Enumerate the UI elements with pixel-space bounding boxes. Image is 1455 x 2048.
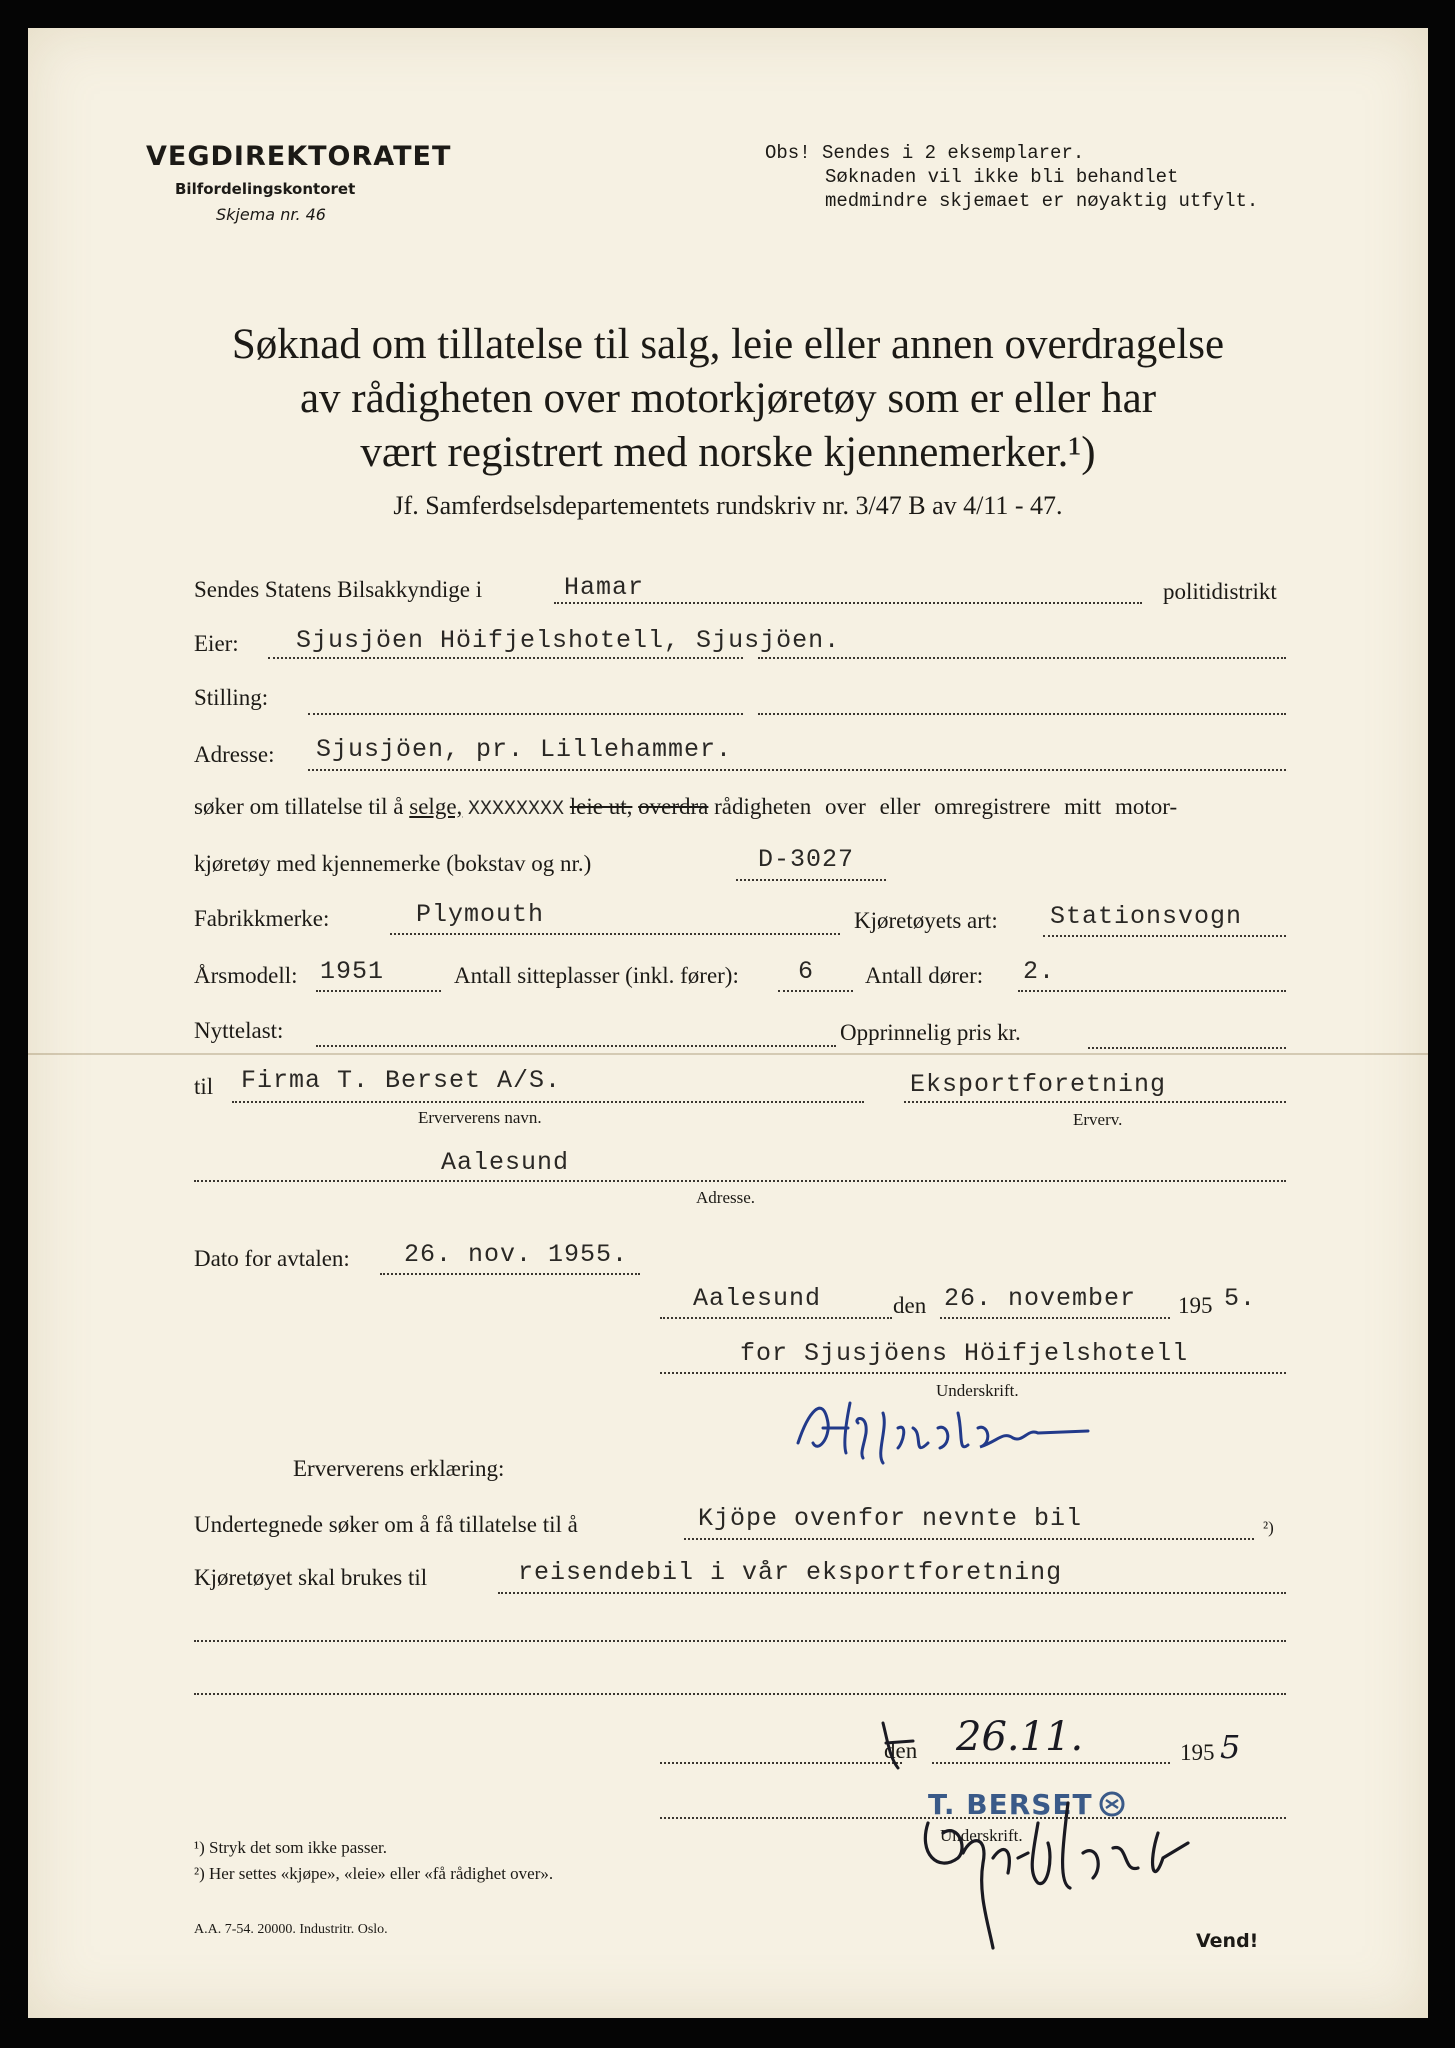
year-prefix-2: 195 bbox=[1180, 1740, 1215, 1765]
footnote-2: ²) Her settes «kjøpe», «leie» eller «få rådighet over». bbox=[194, 1864, 554, 1883]
handwritten-year: 5 bbox=[1220, 1728, 1241, 1766]
declaration-heading: Erververens erklæring: bbox=[293, 1456, 505, 1481]
undertegnede-label: Undertegnede søker om å få tillatelse til å bbox=[194, 1512, 578, 1537]
adresse-label: Adresse: bbox=[194, 742, 275, 767]
adresse-value: Sjusjöen, pr. Lillehammer. bbox=[316, 735, 733, 764]
kjennemerke-line bbox=[736, 879, 886, 881]
sendes-label: Sendes Statens Bilsakkyndige i bbox=[194, 577, 483, 602]
nyttelast-line bbox=[316, 1045, 836, 1047]
for-value: for Sjusjöens Höifjelshotell bbox=[740, 1339, 1189, 1368]
title-line-2: av rådigheten over motorkjøretøy som er eller har bbox=[299, 375, 1157, 422]
title-line-1: Søknad om tillatelse til salg, leie eller annen overdragelse bbox=[231, 321, 1225, 368]
eier-value: Sjusjöen Höifjelshotell, Sjusjöen. bbox=[296, 626, 841, 655]
form-number: Skjema nr. 46 bbox=[216, 205, 326, 224]
stilling-line-2 bbox=[758, 713, 1286, 715]
kjennemerke-value: D-3027 bbox=[758, 845, 855, 874]
arsmodell-label: Årsmodell: bbox=[194, 963, 298, 988]
seller-signature bbox=[788, 1383, 1128, 1473]
arsmodell-value: 1951 bbox=[320, 957, 385, 986]
date-value: 26. november bbox=[944, 1284, 1137, 1313]
sitteplasser-value: 6 bbox=[798, 957, 815, 986]
sendes-line bbox=[554, 602, 1142, 604]
vend-label: Vend! bbox=[1196, 1930, 1259, 1952]
soker-leie: leie ut, bbox=[569, 794, 633, 819]
year-suffix: 5. bbox=[1224, 1284, 1257, 1313]
paper-fold bbox=[28, 1053, 1428, 1055]
for-line bbox=[660, 1372, 1286, 1374]
art-label: Kjøretøyets art: bbox=[854, 908, 998, 933]
erverv-line bbox=[904, 1101, 1286, 1103]
date-line bbox=[940, 1317, 1170, 1319]
kjennemerke-label: kjøretøy med kjennemerke (bokstav og nr.) bbox=[194, 851, 592, 876]
undertegnede-value: Kjöpe ovenfor nevnte bil bbox=[698, 1504, 1083, 1533]
nyttelast-label: Nyttelast: bbox=[194, 1018, 284, 1043]
den-label: den bbox=[893, 1293, 927, 1318]
brukes-label: Kjøretøyet skal brukes til bbox=[194, 1565, 428, 1590]
dorer-label: Antall dører: bbox=[865, 963, 984, 988]
eier-line-2 bbox=[758, 657, 1286, 659]
dato-line bbox=[380, 1273, 640, 1275]
handwritten-date: 26.11. bbox=[956, 1714, 1084, 1760]
dato-value: 26. nov. 1955. bbox=[404, 1240, 629, 1269]
politidistrikt-label: politidistrikt bbox=[1163, 579, 1277, 604]
dato-label: Dato for avtalen: bbox=[194, 1246, 350, 1271]
erverver-line bbox=[232, 1101, 864, 1103]
sendes-value: Hamar bbox=[564, 573, 645, 602]
obs-line-2: Søknaden vil ikke bli behandlet bbox=[825, 166, 1179, 188]
den-label-2: den bbox=[884, 1738, 918, 1763]
dorer-line bbox=[1018, 990, 1286, 992]
adresse-line bbox=[308, 769, 1286, 771]
form-sheet bbox=[28, 28, 1428, 2018]
underskrift-caption-2: Underskrift. bbox=[940, 1826, 1023, 1845]
title-reference: Jf. Samferdselsdepartementets rundskriv nr. 3/47 B av 4/11 - 47. bbox=[393, 491, 1063, 520]
company-stamp: T. BERSET bbox=[928, 1788, 1093, 1821]
dorer-value: 2. bbox=[1023, 957, 1056, 986]
printer-note: A.A. 7-54. 20000. Industritr. Oslo. bbox=[194, 1922, 388, 1937]
stilling-line-1 bbox=[308, 713, 743, 715]
soker-selge: selge, bbox=[409, 794, 463, 819]
place-value: Aalesund bbox=[693, 1284, 822, 1313]
adresse-caption: Adresse. bbox=[696, 1188, 756, 1207]
obs-line-3: medmindre skjemaet er nøyaktig utfylt. bbox=[825, 190, 1259, 212]
eier-label: Eier: bbox=[194, 631, 239, 656]
blank-line-1 bbox=[194, 1640, 1286, 1642]
til-label: til bbox=[194, 1074, 214, 1099]
brukes-line bbox=[498, 1592, 1286, 1594]
arsmodell-line bbox=[316, 990, 441, 992]
stilling-label: Stilling: bbox=[194, 685, 269, 710]
eier-line-1 bbox=[268, 657, 743, 659]
fabrikk-line bbox=[390, 933, 840, 935]
erverver-caption: Erververens navn. bbox=[418, 1108, 542, 1127]
soker-suffix: rådigheten over eller omregistrere mitt motor- bbox=[714, 794, 1178, 819]
undertegnede-line bbox=[684, 1538, 1254, 1540]
title-line-3: vært registrert med norske kjennemerker.¹) bbox=[360, 429, 1096, 476]
sig-date-line-1 bbox=[660, 1762, 902, 1764]
office-name: Bilfordelingskontoret bbox=[175, 180, 356, 198]
soker-prefix: søker om tillatelse til å bbox=[194, 794, 404, 819]
art-value: Stationsvogn bbox=[1050, 902, 1243, 931]
obs-line-1: Obs! Sendes i 2 eksemplarer. bbox=[765, 142, 1085, 164]
fabrikk-label: Fabrikkmerke: bbox=[194, 906, 330, 931]
pris-line bbox=[1088, 1047, 1286, 1049]
erverver-adresse-line bbox=[194, 1180, 1286, 1182]
fabrikk-value: Plymouth bbox=[416, 900, 545, 929]
erverver-adresse-value: Aalesund bbox=[441, 1148, 570, 1177]
soker-xed: XXXXXXXX bbox=[468, 798, 565, 821]
note-ref-2: ²) bbox=[1263, 1518, 1274, 1537]
sitteplasser-line bbox=[778, 990, 853, 992]
erverv-caption: Erverv. bbox=[1073, 1110, 1123, 1129]
sitteplasser-label: Antall sitteplasser (inkl. fører): bbox=[454, 963, 739, 988]
buyer-signature bbox=[888, 1763, 1248, 1963]
brukes-value: reisendebil i vår eksportforetning bbox=[518, 1558, 1063, 1587]
blank-line-2 bbox=[194, 1693, 1286, 1695]
erverver-value: Firma T. Berset A/S. bbox=[241, 1066, 562, 1095]
underskrift-caption-1: Underskrift. bbox=[936, 1381, 1019, 1400]
art-line bbox=[1043, 935, 1286, 937]
soker-overdra: overdra bbox=[638, 794, 709, 819]
place-line bbox=[660, 1317, 892, 1319]
erverv-value: Eksportforetning bbox=[910, 1070, 1167, 1099]
footnote-1: ¹) Stryk det som ikke passer. bbox=[194, 1838, 388, 1857]
org-name: VEGDIREKTORATET bbox=[146, 141, 452, 172]
soker-line bbox=[194, 794, 1177, 821]
pris-label: Opprinnelig pris kr. bbox=[840, 1020, 1021, 1045]
year-prefix: 195 bbox=[1178, 1293, 1213, 1318]
